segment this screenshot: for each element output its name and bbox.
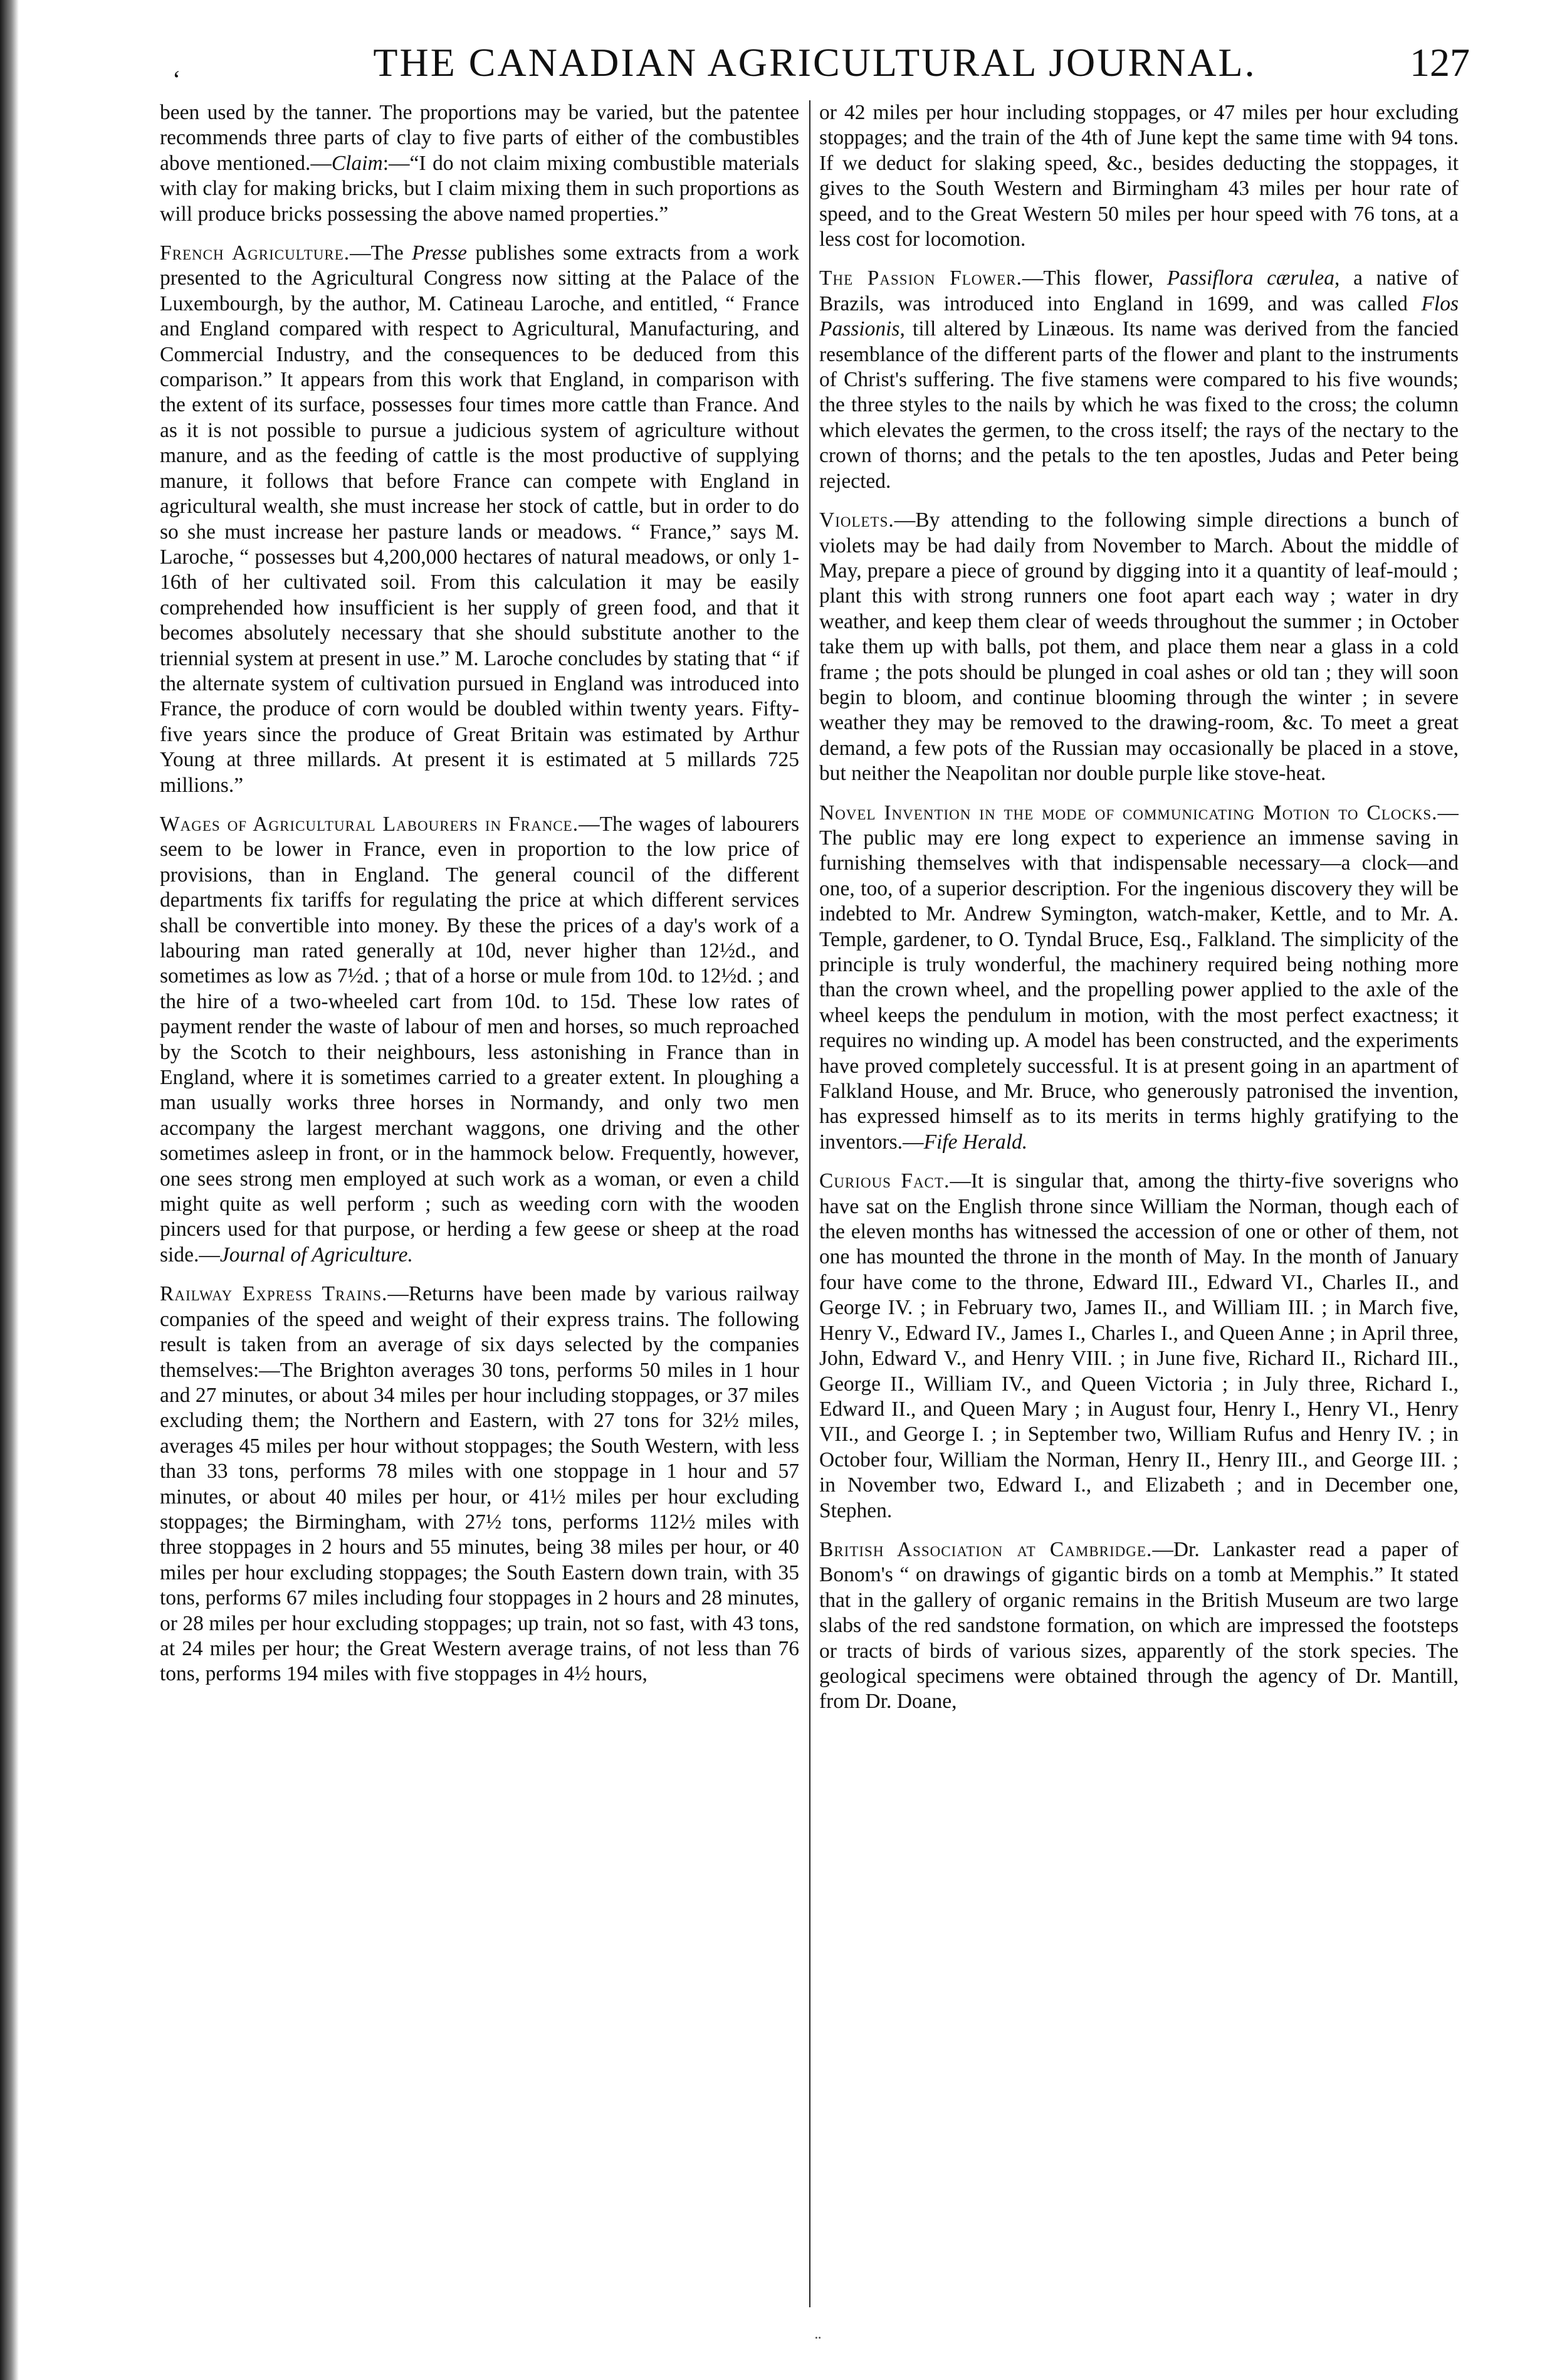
margin-mark: ‘: [172, 65, 181, 93]
source-journal-of-agriculture: Journal of Agriculture.: [219, 1243, 413, 1266]
page-number: 127: [1410, 40, 1470, 85]
article-bricks-continued: been used by the tanner. The proportions may be varied, but the patentee recommends three parts of clay to five parts of either of the combustibles above mentioned.—Claim:—“I do not claim mixing combustible materials with clay for making bricks, but I claim mixing them in such proportions as will produce bricks possessing the above named properties.”: [160, 101, 799, 226]
right-column: or 42 miles per hour including stoppages, or 47 miles per hour excluding stoppages; and the train of the 4th of June kept the same time with 94 tons. If we deduct for slaking speed, &c., besides deducting the stoppages, it gives to the South Western and Birmingham 43 miles per hour rate of speed, and to the Great Western 50 miles per hour speed with 76 tons, at a less cost for locomotion. The Passion Flower.—This flower, Passiflora cærulea, a native of Brazils, was introduced into England in 1699, and was called Flos Passionis, till altered by Linæous. Its name was derived from the fancied resemblance of the different parts of the flower and plant to the instruments of Christ's suffering. The five stamens were compared to his five wounds; the three styles to the nails by which he was fixed to the cross; the column which elevates the germen, to the cross itself; the rays of the nectary to the crown of thorns; and the petals to the ten apostles, Judas and Peter being rejected. Violets.—By attending to the following simple directions a bunch of violets may be had daily from November to March. About the middle of May, prepare a piece of ground by digging into it a quantity of leaf-mould ; plant this with strong runners one foot apart each way ; water in dry weather, and keep them clear of weeds throughout the summer ; in October take them up with balls, pot them, and place them near a glass in a cold frame ; the pots should be plunged in coal ashes or old tan ; they will soon begin to bloom, and continue blooming through the winter ; in severe weather they may be removed to the drawing-room, &c. To meet a great demand, a few pots of the Russian may occasionally be placed in a stove, but neither the Neapolitan nor double purple like stove-heat. Novel Invention in the mode of communicating Motion to Clocks.—The public may ere long expect to experience an immense saving in furnishing themselves with that indispensable necessary—a clock—and one, too, of a superior description. For the ingenious discovery they will be indebted to Mr. Andrew Symington, watch-maker, Kettle, and to Mr. A. Temple, gardener, to O. Tyndal Bruce, Esq., Falkland. The simplicity of the principle is truly wonderful, the machinery required being nothing more than the crown wheel, and the propelling power applied to the axle of the wheel keeps the pendulum in motion, with the most perfect exactness; it requires no winding up. A model has been constructed, and the experiments have proved completely successful. It is at present going in an apartment of Falkland House, and Mr. Bruce, who generously patronised the invention, has expressed himself as to its merits in terms highly gratifying to the inventors.—Fife Herald. Curious Fact.—It is singular that, among the thirty-five soverigns who have sat on the English throne since William the Norman, though each of the eleven months has witnessed the accession of one or other of them, not one has mounted the throne in the month of May. In the month of January four have come to the throne, Edward III., Edward VI., Charles II., and George IV. ; in February two, James II., and William III. ; in March five, Henry V., Edward IV., James I., Charles I., and Queen Anne ; in April three, John, Edward V., and Henry VIII. ; in June five, Richard II., Richard III., George II., William IV., and Queen Victoria ; in July three, Richard I., Edward II., and Queen Mary ; in August four, Henry I., Henry VI., Henry VII., and George I. ; in September two, William Rufus and Henry IV. ; in October four, William the Norman, Henry II., Henry III., and George III. ; in November two, Edward I., and Elizabeth ; and in December one, Stephen. British Association at Cambridge.—Dr. Lankaster read a paper of Bonom's “ on drawings of gigantic birds on a tomb at Memphis.” It stated that in the gallery of organic remains in the British Museum are two large slabs of the red sandstone formation, on which are impressed the footsteps or tracts of birds of various sizes, apparently of the stork species. The geological specimens were obtained through the agency of Dr. Mantill, from Dr. Doane,: [819, 101, 1459, 1714]
heading-wages: Wages of Agricultural Labourers in France.: [160, 812, 579, 836]
heading-french-agriculture: French Agriculture.: [160, 241, 350, 265]
left-column: been used by the tanner. The proportions may be varied, but the patentee recommends three parts of clay to five parts of either of the combustibles above mentioned.—Claim:—“I do not claim mixing combustible materials with clay for making bricks, but I claim mixing them in such proportions as will produce bricks possessing the above named properties.” French Agriculture.—The Presse publishes some extracts from a work presented to the Agricultural Congress now sitting at the Palace of the Luxembourgh, by the author, M. Catineau Laroche, and entitled, “ France and England compared with respect to Agricultural, Manufacturing, and Commercial Industry, and the consequences to be deduced from this comparison.” It appears from this work that England, in comparison with the extent of its surface, possesses four times more cattle than France. And as it is not possible to pursue a judicious system of agriculture without manure, and as the feeding of cattle is the most productive of supplying manure, it follows that before France can compete with England in agricultural wealth, she must increase her stock of cattle, but in order to do so she must increase her pasture lands or meadows. “ France,” says M. Laroche, “ possesses but 4,200,000 hectares of natural meadows, or only 1-16th of her cultivated soil. From this calculation it may be easily comprehended how insufficient is her supply of green food, and that it becomes absolutely necessary that she should substitute another to the triennial system at present in use.” M. Laroche concludes by stating that “ if the alternate system of cultivation pursued in England was introduced into France, the produce of corn would be doubled within twenty years. Fifty-five years since the produce of Great Britain was estimated by Arthur Young at three millards. At present it is estimated at 5 millards 725 millions.” Wages of Agricultural Labourers in France.—The wages of labourers seem to be lower in France, even in proportion to the low price of provisions, than in England. The general council of the different departments fix tariffs for regulating the price at which different services shall be convertible into money. By these the prices of a day's work of a labouring man rated generally at 10d, never higher than 12½d., and sometimes as low as 7½d. ; that of a horse or mule from 10d. to 12½d. ; and the hire of a two-wheeled cart from 10d. to 15d. These low rates of payment render the waste of labour of men and horses, so much reproached by the Scotch to their neighbours, less astonishing in France than in England, where it is sometimes carried to a greater extent. In ploughing a man usually works three horses in Normandy, and only two men accompany the largest merchant waggons, one driving and the other sometimes asleep in front, or in the hammock below. Frequently, however, one sees strong men employed at such work as a woman, or even a child might quite as well perform ; such as weeding corn with the wooden pincers used for that purpose, or herding a few geese or sheep at the road side.—Journal of Agriculture. Railway Express Trains.—Returns have been made by various railway companies of the speed and weight of their express trains. The following result is taken from an average of six days selected by the companies themselves:—The Brighton averages 30 tons, performs 50 miles in 1 hour and 27 minutes, or about 34 miles per hour including stoppages, or 37 miles excluding them; the Northern and Eastern, with 27 tons for 32½ miles, averages 45 miles per hour without stoppages; the South Western, with less than 33 tons, performs 78 miles with one stoppage in 1 hour and 57 minutes, or about 40 miles per hour, or 41½ miles per hour excluding stoppages; the Birmingham, with 27½ tons, performs 112½ miles with three stoppages in 2 hours and 55 minutes, being 38 miles per hour, or 40 miles per hour excluding stoppages; the South Eastern down train, with 35 tons, performs 67 miles including four stoppages in 2 hours and 28 minutes, or 28 miles per hour excluding stoppages; up train, not so fast, with 43 tons, at 24 miles per hour; the Great Western average trains, of not less than 76 tons, performs 194 miles with five stoppages in 4½ hours,: [160, 101, 799, 1686]
heading-novel-invention: Novel Invention in the mode of communicating Motion to Clocks.: [819, 801, 1438, 824]
heading-curious-fact: Curious Fact.: [819, 1169, 950, 1193]
footer-mark: ¨: [815, 2332, 821, 2353]
heading-railway: Railway Express Trains.: [160, 1282, 388, 1306]
heading-passion-flower: The Passion Flower.: [819, 266, 1022, 290]
scan-edge-shadow: [0, 0, 19, 2380]
page-header: [160, 34, 1470, 91]
text-columns: [160, 100, 1470, 2307]
article-railway-continued: or 42 miles per hour including stoppages, or 47 miles per hour excluding stoppages; and the train of the 4th of June kept the same time with 94 tons. If we deduct for slaking speed, &c., besides deducting the stoppages, it gives to the South Western and Birmingham 43 miles per hour rate of speed, and to the Great Western 50 miles per hour speed with 76 tons, at a less cost for locomotion.: [819, 101, 1459, 251]
claim-label: Claim: [331, 151, 383, 175]
heading-violets: Violets.: [819, 508, 894, 532]
column-rule: [809, 100, 810, 2307]
heading-british-association: British Association at Cambridge.: [819, 1537, 1153, 1561]
source-fife-herald: Fife Herald.: [923, 1130, 1028, 1154]
journal-title: THE CANADIAN AGRICULTURAL JOURNAL.: [373, 40, 1257, 85]
